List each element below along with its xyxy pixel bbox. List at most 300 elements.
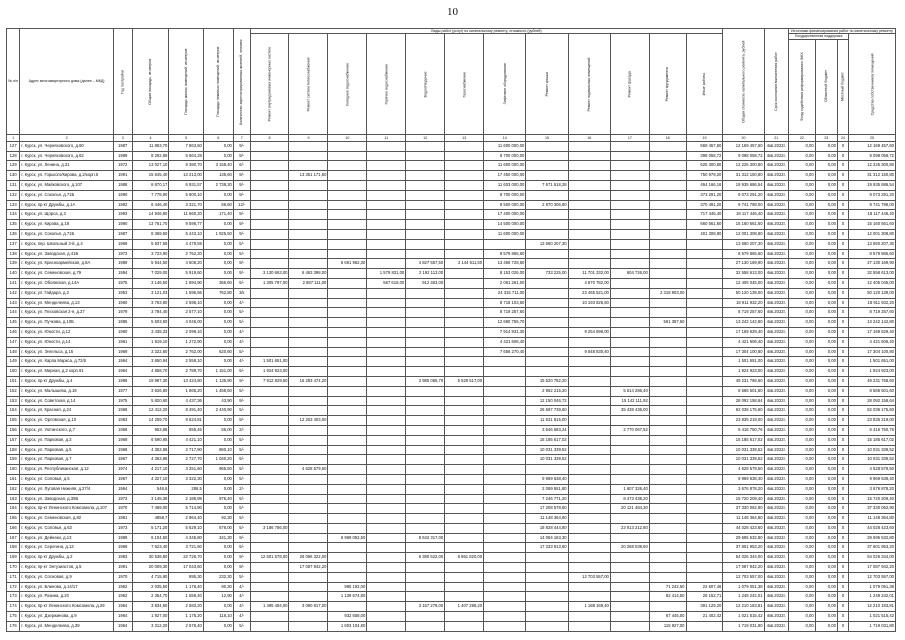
address-cell: г. Курск, ул. Гайдара, д.2 (20, 288, 113, 298)
value-cell: 0,00 (789, 288, 816, 298)
value-cell: 0 (837, 612, 848, 622)
value-cell: 4кв.2022г. (764, 337, 788, 347)
header-total-area: Общая площадь, кв.метров (132, 29, 169, 135)
value-cell (328, 288, 367, 298)
value-cell: 4/- (233, 337, 250, 347)
value-cell: 2 354,70 (132, 592, 169, 602)
value-cell: 4кв.2022г. (764, 386, 788, 396)
value-cell: 0,00 (815, 327, 837, 337)
value-cell: 28 092 158,64 (849, 396, 896, 406)
value-cell: 0 (837, 553, 848, 563)
value-cell (328, 308, 367, 318)
value-cell (649, 249, 686, 259)
value-cell (250, 327, 289, 337)
value-cell: 3 721,60 (169, 543, 203, 553)
value-cell (649, 523, 686, 533)
value-cell: 0,00 (203, 553, 233, 563)
address-cell: г. Курск, пр-кт Дружбы, д.4 (20, 376, 113, 386)
address-cell: г. Курск, пер. Школьный 3-й, д.4 (20, 239, 113, 249)
value-cell (445, 406, 484, 416)
value-cell: 4кв.2022г. (764, 484, 788, 494)
value-cell: 0,00 (815, 484, 837, 494)
value-cell: 1964 (113, 484, 132, 494)
value-cell (686, 337, 723, 347)
address-cell: г. Курск, ул. Уютинского, д.7 (20, 425, 113, 435)
value-cell: 9 648 830,40 (568, 347, 610, 357)
value-cell (568, 239, 610, 249)
value-cell (250, 318, 289, 328)
value-cell: 0 (837, 259, 848, 269)
value-cell: 4кв.2022г. (764, 171, 788, 181)
value-cell: 5/- (233, 386, 250, 396)
value-cell: 0,00 (789, 318, 816, 328)
value-cell (649, 543, 686, 553)
value-cell: 4кв.2022г. (764, 504, 788, 514)
value-cell (526, 337, 568, 347)
value-cell: 3 763,80 (132, 298, 169, 308)
value-cell (406, 190, 445, 200)
value-cell (568, 406, 610, 416)
value-cell (649, 327, 686, 337)
value-cell: 0 (837, 504, 848, 514)
value-cell (406, 523, 445, 533)
value-cell (406, 298, 445, 308)
value-cell (445, 288, 484, 298)
value-cell (686, 484, 723, 494)
value-cell (484, 563, 526, 573)
value-cell: 4кв.2022г. (764, 249, 788, 259)
value-cell: 0 (837, 347, 848, 357)
value-cell: 0 (837, 288, 848, 298)
value-cell: 0,00 (815, 376, 837, 386)
value-cell: 17 087 942,20 (849, 563, 896, 573)
value-cell (649, 386, 686, 396)
value-cell: 9/- (233, 220, 250, 230)
table-row (7, 141, 896, 151)
value-cell (328, 181, 367, 191)
value-cell: 6 463 398,00 (289, 269, 328, 279)
value-cell (484, 553, 526, 563)
value-cell: 0,00 (203, 416, 233, 426)
value-cell (649, 504, 686, 514)
value-cell (367, 249, 406, 259)
value-cell: 4/- (233, 592, 250, 602)
value-cell (649, 514, 686, 524)
value-cell: 0 (837, 484, 848, 494)
column-number-cell: 13 (445, 134, 484, 141)
value-cell: 1 501 651,00 (250, 357, 289, 367)
value-cell: 0 (837, 406, 848, 416)
value-cell: 2 752,20 (169, 249, 203, 259)
value-cell: 0,00 (203, 239, 233, 249)
value-cell (367, 523, 406, 533)
value-cell: 0,00 (789, 533, 816, 543)
value-cell: 1994 (113, 269, 132, 279)
value-cell: 0 (837, 386, 848, 396)
value-cell (526, 367, 568, 377)
value-cell (568, 190, 610, 200)
value-cell: 16 283 474,20 (289, 376, 328, 386)
table-row (7, 474, 896, 484)
value-cell (445, 190, 484, 200)
value-cell (367, 327, 406, 337)
header-in-system: Ремонт внутридомовых инженерных систем (250, 34, 289, 134)
value-cell (484, 602, 526, 612)
value-cell: 0 (837, 181, 848, 191)
value-cell: 20 121 484,30 (610, 504, 649, 514)
value-cell: 0 (837, 367, 848, 377)
value-cell: 655,46 (169, 425, 203, 435)
value-cell (445, 141, 484, 151)
value-cell: 12 150 046,72 (526, 396, 568, 406)
value-cell (406, 357, 445, 367)
value-cell: 14 500 000,00 (484, 220, 526, 230)
value-cell (250, 621, 289, 631)
value-cell: 4/- (233, 582, 250, 592)
value-cell: 0,00 (789, 171, 816, 181)
value-cell: 2 762,00 (169, 347, 203, 357)
value-cell: 750 979,20 (686, 171, 723, 181)
value-cell: 0,00 (789, 523, 816, 533)
value-cell: 8 153 026,00 (484, 269, 526, 279)
address-cell: г. Курск, ул. Соловья, д.63 (20, 523, 113, 533)
value-cell (367, 288, 406, 298)
value-cell: 8 292,89 (132, 151, 169, 161)
value-cell (250, 210, 289, 220)
value-cell (328, 337, 367, 347)
value-cell (649, 141, 686, 151)
value-cell (328, 239, 367, 249)
value-cell (526, 592, 568, 602)
value-cell (526, 171, 568, 181)
value-cell: 9/- (233, 229, 250, 239)
value-cell (406, 621, 445, 631)
value-cell (568, 386, 610, 396)
header-residents: Количество зарегистрированных жителей, человек (233, 29, 250, 135)
value-cell: 373 291,20 (686, 190, 723, 200)
value-cell: 0,00 (203, 151, 233, 161)
value-cell (526, 278, 568, 288)
value-cell: 0,00 (789, 425, 816, 435)
address-cell: г. Курск, ул. Пучкова, д.10Б (20, 318, 113, 328)
value-cell: 13 242 142,80 (849, 318, 896, 328)
value-cell: 9/- (233, 533, 250, 543)
value-cell: 3 145,38 (132, 494, 169, 504)
value-cell: 625 300,80 (686, 161, 723, 171)
value-cell: 0,00 (203, 474, 233, 484)
value-cell (406, 582, 445, 592)
value-cell: 9/- (233, 151, 250, 161)
value-cell: 2 192 113,00 (406, 269, 445, 279)
value-cell: 1 305 797,00 (250, 278, 289, 288)
value-cell: 17 400 000,00 (484, 210, 526, 220)
row-number-cell: 143 (7, 298, 20, 308)
value-cell (568, 171, 610, 181)
value-cell (610, 229, 649, 239)
value-cell: 1962 (113, 592, 132, 602)
value-cell (367, 435, 406, 445)
value-cell: 15 720 209,40 (849, 494, 896, 504)
value-cell: 9 741 798,00 (723, 200, 764, 210)
column-number-cell: 2 (20, 134, 113, 141)
table-row (7, 455, 896, 465)
value-cell: 0,00 (203, 602, 233, 612)
value-cell: 7 246 771,20 (526, 494, 568, 504)
value-cell (649, 474, 686, 484)
value-cell (686, 533, 723, 543)
value-cell: 976,40 (203, 494, 233, 504)
value-cell (445, 210, 484, 220)
value-cell (610, 357, 649, 367)
value-cell (686, 357, 723, 367)
value-cell: 0,00 (789, 592, 816, 602)
value-cell: 5/- (233, 435, 250, 445)
row-number-cell: 159 (7, 455, 20, 465)
value-cell: 1 501 651,00 (849, 357, 896, 367)
value-cell (406, 572, 445, 582)
value-cell: 1 501 651,00 (723, 357, 764, 367)
value-cell (445, 425, 484, 435)
table-row (7, 327, 896, 337)
value-cell: 0 (837, 337, 848, 347)
value-cell: 1 151,00 (203, 367, 233, 377)
value-cell (250, 465, 289, 475)
value-cell (484, 367, 526, 377)
value-cell (250, 582, 289, 592)
value-cell (445, 229, 484, 239)
value-cell: 1 925,50 (203, 229, 233, 239)
value-cell: 5/- (233, 504, 250, 514)
value-cell: 1964 (113, 612, 132, 622)
value-cell: 1968 (113, 406, 132, 416)
table-row (7, 161, 896, 171)
value-cell: 0,00 (815, 435, 837, 445)
value-cell (445, 465, 484, 475)
value-cell: 4кв.2022г. (764, 376, 788, 386)
header-total-cost: Общая стоимость капитального ремонта, рублей (723, 29, 764, 135)
table-row (7, 239, 896, 249)
row-number-cell: 176 (7, 621, 20, 631)
value-cell: 4 870 782,00 (568, 278, 610, 288)
value-cell (289, 543, 328, 553)
address-cell: г. Курск, ул. Юности, д.14 (20, 337, 113, 347)
value-cell: 2 596,10 (169, 298, 203, 308)
value-cell: 2 717,90 (169, 445, 203, 455)
address-cell: г. Курск, ул. Менделеева, д.39 (20, 621, 113, 631)
value-cell: 2 144 611,50 (445, 259, 484, 269)
table-row (7, 298, 896, 308)
value-cell: 2 789,70 (169, 367, 203, 377)
value-cell: 0,00 (815, 572, 837, 582)
value-cell (328, 553, 367, 563)
value-cell: 0,00 (789, 612, 816, 622)
value-cell (610, 533, 649, 543)
value-cell (649, 376, 686, 386)
value-cell (289, 161, 328, 171)
value-cell: 1 079 051,38 (849, 582, 896, 592)
value-cell (649, 416, 686, 426)
value-cell: 5 614 286,40 (610, 386, 649, 396)
value-cell (406, 347, 445, 357)
row-number-cell: 163 (7, 494, 20, 504)
row-number-cell: 138 (7, 249, 20, 259)
value-cell (445, 514, 484, 524)
value-cell: 2 069 551,80 (526, 484, 568, 494)
value-cell (568, 308, 610, 318)
value-cell: 11 600 000,00 (484, 141, 526, 151)
value-cell (367, 484, 406, 494)
value-cell: 8 579 865,60 (484, 249, 526, 259)
value-cell: 0 (837, 494, 848, 504)
value-cell: 4кв.2022г. (764, 465, 788, 475)
value-cell: 1 135,90 (203, 376, 233, 386)
value-cell (610, 416, 649, 426)
value-cell (328, 572, 367, 582)
value-cell: 9 254 698,00 (568, 327, 610, 337)
row-number-cell: 161 (7, 474, 20, 484)
value-cell: 0,00 (815, 220, 837, 230)
value-cell: 12 703 557,00 (849, 572, 896, 582)
address-cell: г. Курск, ул. Красноармейская, д.8А (20, 259, 113, 269)
value-cell (367, 494, 406, 504)
value-cell (484, 425, 526, 435)
value-cell: 7 912 829,50 (250, 376, 289, 386)
value-cell: 0,00 (815, 141, 837, 151)
value-cell: 6 416 750,76 (723, 425, 764, 435)
value-cell (250, 455, 289, 465)
value-cell (289, 229, 328, 239)
value-cell: 1 894,90 (169, 278, 203, 288)
value-cell: 10 193 826,60 (568, 298, 610, 308)
value-cell (289, 484, 328, 494)
value-cell: 0,00 (789, 445, 816, 455)
value-cell: 2 964,40 (169, 514, 203, 524)
value-cell: 0 (837, 308, 848, 318)
value-cell (686, 318, 723, 328)
value-cell: 0,00 (815, 465, 837, 475)
address-cell: г. Курск, ул. Орловская, д.10 (20, 416, 113, 426)
value-cell: 28 092 158,64 (723, 396, 764, 406)
value-cell (250, 288, 289, 298)
value-cell (649, 465, 686, 475)
value-cell (328, 171, 367, 181)
value-cell (367, 396, 406, 406)
value-cell: 3 784,40 (132, 308, 169, 318)
value-cell: 232,30 (203, 572, 233, 582)
address-cell: г. Курск, ул. Ленина, д.31 (20, 161, 113, 171)
value-cell (328, 200, 367, 210)
value-cell: 12 203 403,00 (289, 416, 328, 426)
value-cell: 12 225 300,80 (849, 161, 896, 171)
value-cell (610, 200, 649, 210)
value-cell: 4 353,88 (132, 455, 169, 465)
value-cell (367, 504, 406, 514)
value-cell (445, 543, 484, 553)
value-cell: 1953 (113, 288, 132, 298)
header-nonliving-area: Площадь нежилых помещений, кв.метров (203, 29, 233, 135)
table-row (7, 572, 896, 582)
value-cell: 3 626,80 (132, 386, 169, 396)
value-cell (250, 161, 289, 171)
header-address: Адрес многоквартирного дома (далее – МКД) (20, 29, 113, 135)
table-row (7, 337, 896, 347)
row-number-cell: 169 (7, 553, 20, 563)
table-row (7, 190, 896, 200)
value-cell: 1 248 242,01 (723, 592, 764, 602)
value-cell: 2 577,10 (169, 308, 203, 318)
value-cell: 0,00 (789, 181, 816, 191)
header-other: Иные работы (686, 34, 723, 134)
value-cell: 0,00 (789, 465, 816, 475)
value-cell: 1993 (113, 210, 132, 220)
address-cell: г. Курск, ул. Щорса, д.3 (20, 210, 113, 220)
value-cell (367, 308, 406, 318)
value-cell: 13 351 171,60 (289, 171, 328, 181)
value-cell (568, 612, 610, 622)
value-cell (686, 347, 723, 357)
value-cell (406, 220, 445, 230)
value-cell (406, 425, 445, 435)
value-cell: 0,00 (789, 455, 816, 465)
value-cell (568, 141, 610, 151)
value-cell: 0,00 (815, 210, 837, 220)
value-cell: 26 152,71 (686, 592, 723, 602)
value-cell (649, 181, 686, 191)
value-cell (250, 612, 289, 622)
value-cell (686, 259, 723, 269)
value-cell: 0,00 (789, 367, 816, 377)
value-cell: 8 491,40 (169, 406, 203, 416)
value-cell (610, 210, 649, 220)
value-cell (406, 308, 445, 318)
value-cell: 5/- (233, 406, 250, 416)
value-cell (250, 347, 289, 357)
value-cell: 0,00 (815, 386, 837, 396)
value-cell (686, 563, 723, 573)
value-cell: 32 558 613,00 (849, 269, 896, 279)
value-cell (610, 553, 649, 563)
value-cell (250, 484, 289, 494)
column-number-cell: 21 (764, 134, 788, 141)
row-number-cell: 137 (7, 239, 20, 249)
value-cell: 6 931,57 (169, 181, 203, 191)
value-cell (568, 543, 610, 553)
value-cell: 0,00 (789, 543, 816, 553)
value-cell: 5 919,60 (169, 269, 203, 279)
value-cell (445, 523, 484, 533)
value-cell (649, 171, 686, 181)
value-cell (289, 259, 328, 269)
value-cell (484, 572, 526, 582)
value-cell: 5/- (233, 543, 250, 553)
value-cell (367, 455, 406, 465)
value-cell: 2/- (233, 425, 250, 435)
value-cell: 5/- (233, 347, 250, 357)
value-cell: 0,00 (203, 504, 233, 514)
value-cell (250, 445, 289, 455)
value-cell: 71 242,50 (649, 582, 686, 592)
row-number-cell: 151 (7, 376, 20, 386)
value-cell: 1969 (113, 347, 132, 357)
value-cell: 13 424,80 (169, 376, 203, 386)
value-cell (568, 592, 610, 602)
row-number-cell: 164 (7, 504, 20, 514)
value-cell: 17 087 942,20 (723, 563, 764, 573)
value-cell (610, 621, 649, 631)
value-cell (289, 318, 328, 328)
value-cell (568, 494, 610, 504)
value-cell: 6/- (233, 161, 250, 171)
